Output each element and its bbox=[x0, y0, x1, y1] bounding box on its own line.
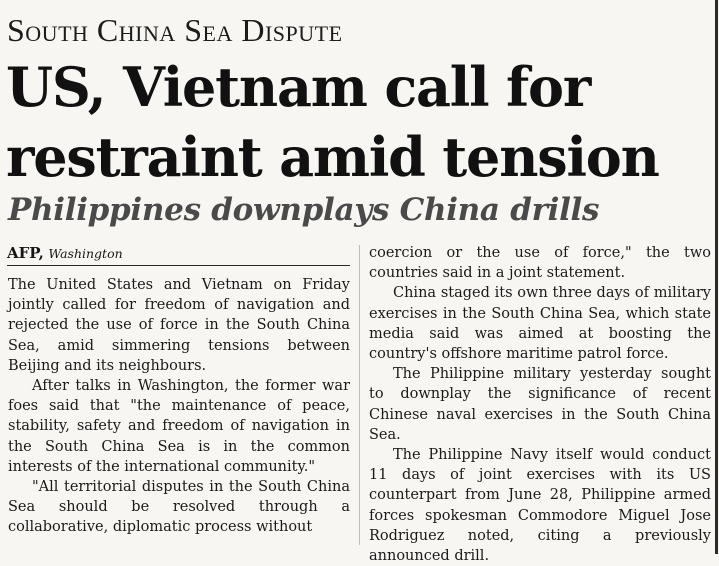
right-margin-rule bbox=[715, 0, 718, 554]
paragraph: China staged its own three days of military exercises in the South China Sea, which state media said was aimed at boosting the country's offshore maritime patrol force. bbox=[369, 285, 711, 363]
paragraph: The United States and Vietnam on Friday jointly called for freedom of navigation and rejected the use of force in the South China Sea, amid simmering tensions between Beijing and its neighbours. bbox=[8, 277, 350, 374]
article-column-1 bbox=[8, 275, 350, 538]
section-kicker: South China Sea Dispute bbox=[7, 12, 343, 48]
paragraph: coercion or the use of force," the two countries said in a joint statement. bbox=[369, 245, 711, 282]
article-column-2 bbox=[369, 243, 711, 566]
byline-agency: AFP, bbox=[7, 244, 44, 262]
byline-rule bbox=[7, 265, 350, 266]
paragraph: After talks in Washington, the former war foes said that "the maintenance of peace, stability, safety and freedom of navigation in the South China Sea is in the common interests of the international community." bbox=[8, 378, 350, 475]
subheadline: Philippines downplays China drills bbox=[8, 192, 600, 228]
byline bbox=[7, 244, 123, 263]
paragraph: "All territorial disputes in the South China Sea should be resolved through a collaborative, diplomatic process without bbox=[8, 479, 350, 536]
column-divider bbox=[359, 245, 360, 545]
paragraph: The Philippine Navy itself would conduct 11 days of joint exercises with its US counterpart from June 28, Philippine armed forces spokesman Commodore Miguel Jose Rodriguez noted, citing a previously announced drill. bbox=[369, 447, 711, 565]
headline: US, Vietnam call for restraint amid tension bbox=[6, 55, 659, 189]
paragraph: The Philippine military yesterday sought to downplay the significance of recent Chinese naval exercises in the South China Sea. bbox=[369, 366, 711, 443]
byline-dateline: Washington bbox=[48, 246, 123, 261]
